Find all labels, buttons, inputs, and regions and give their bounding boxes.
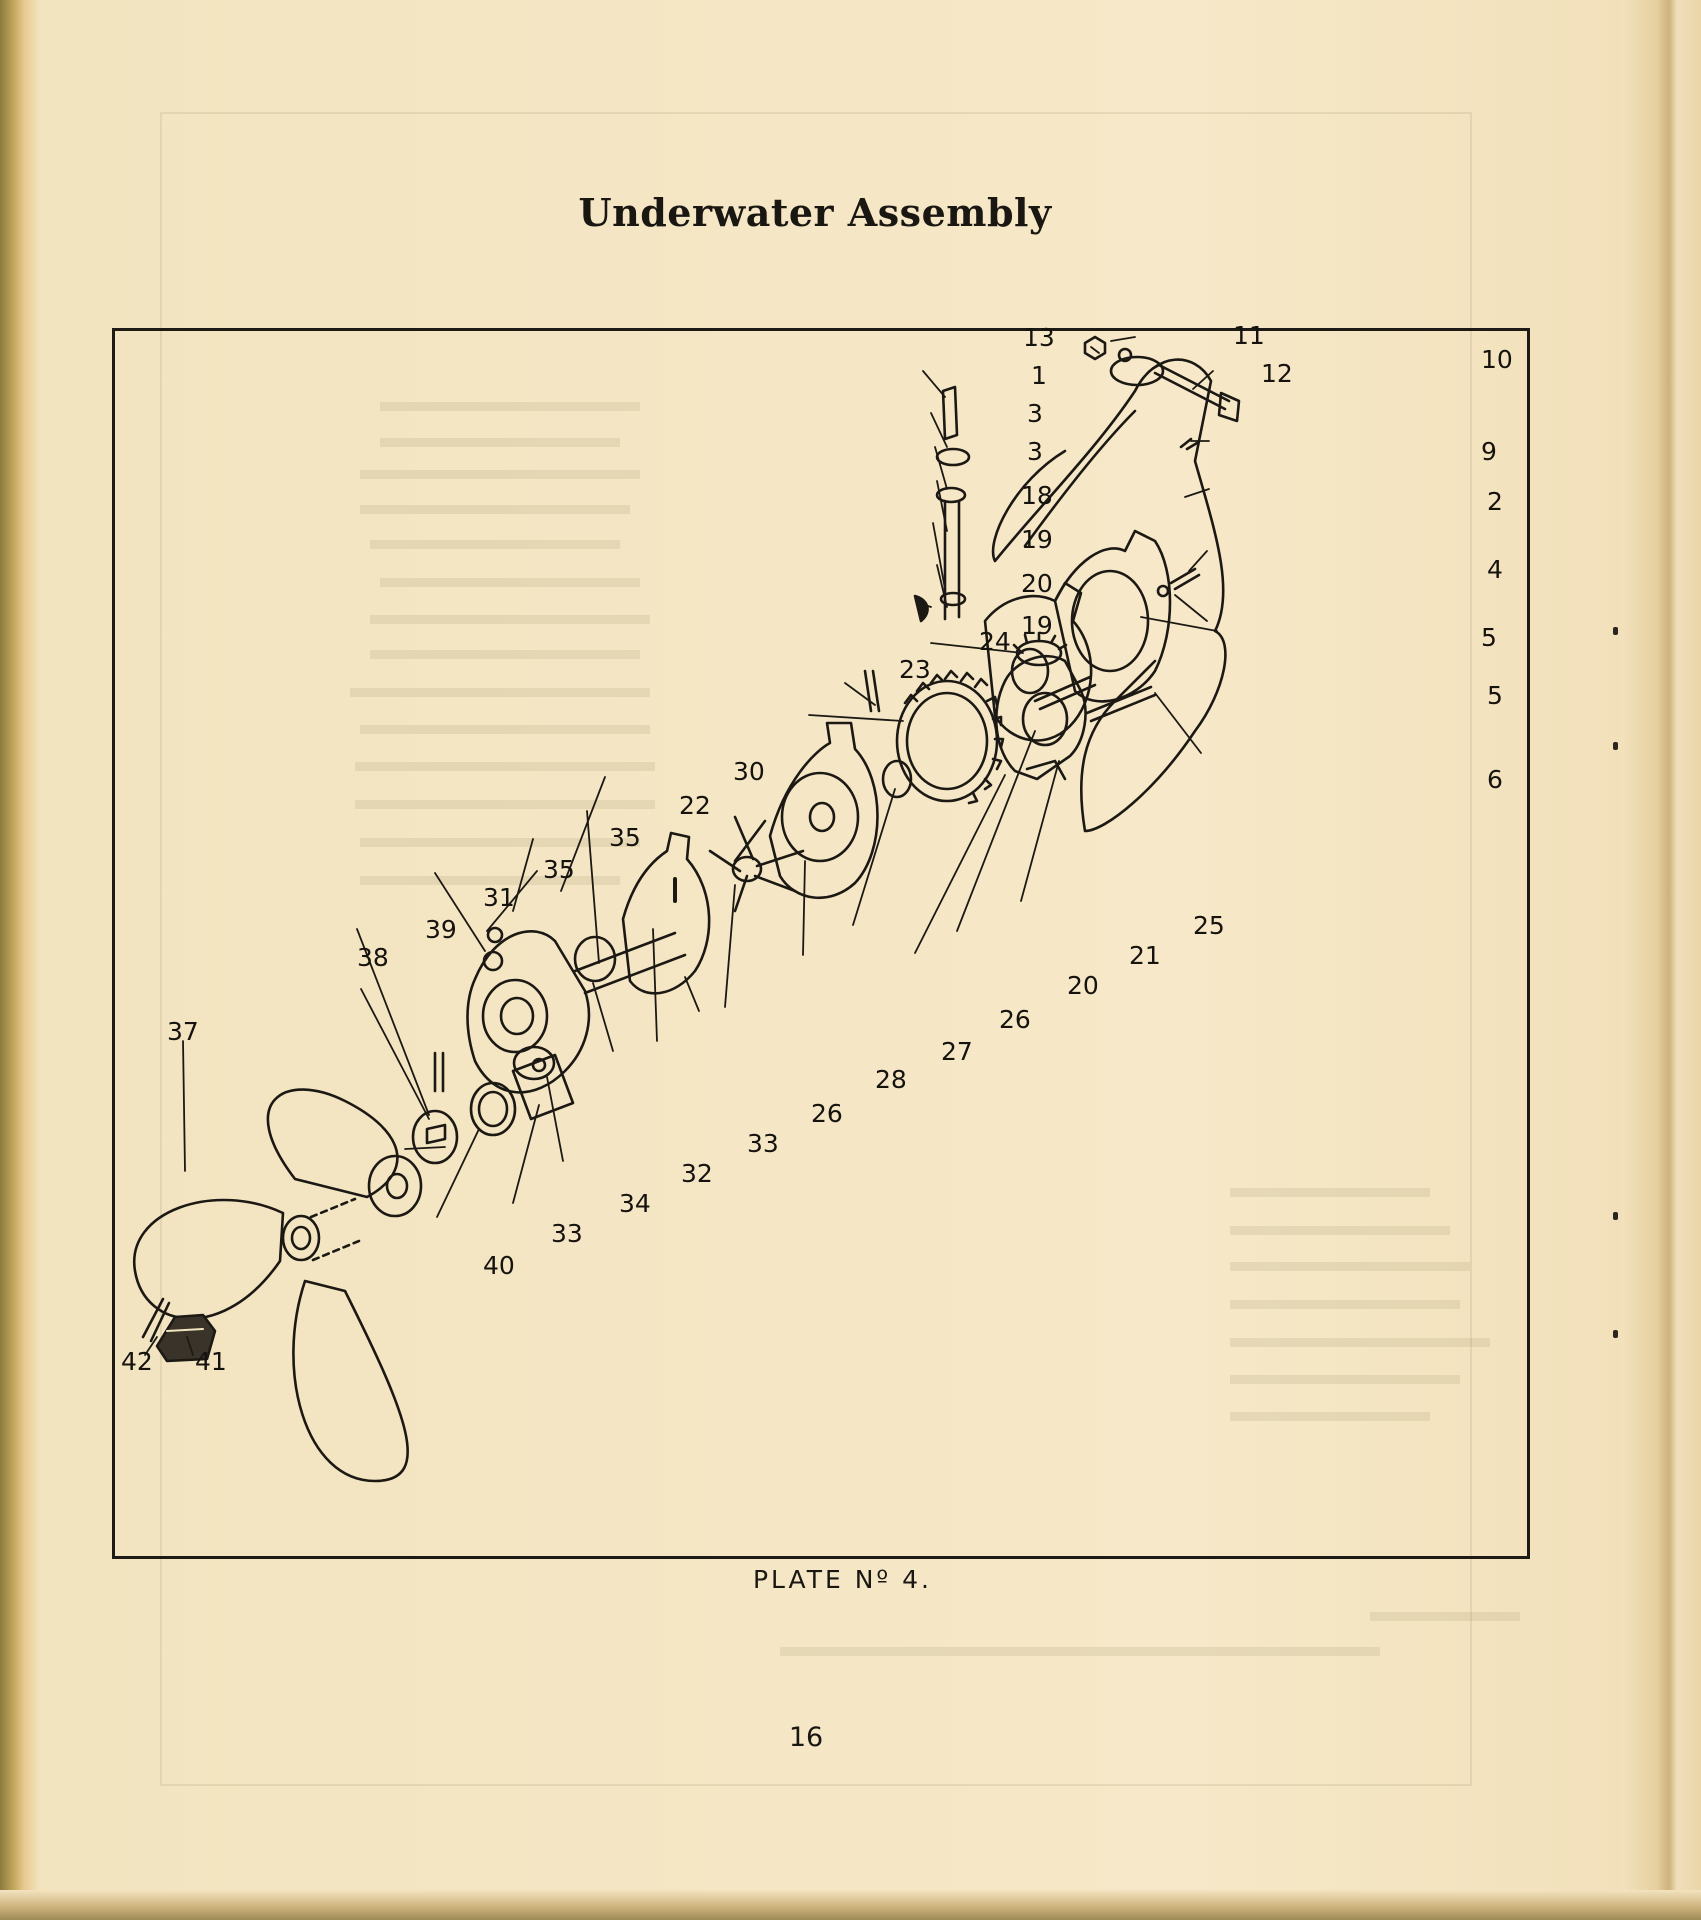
callout-35: 35 [543,855,575,884]
cover-screw-small [488,928,502,942]
callout-25: 25 [1193,911,1225,940]
plate-caption: PLATE Nº 4. [752,1565,933,1594]
binding-hole [1613,1212,1618,1220]
callout-40: 40 [483,1251,515,1280]
propeller-blade-upper [268,1090,397,1197]
bleed-line [780,1647,1380,1656]
callout-34: 34 [619,1189,651,1218]
callout-39: 39 [425,915,457,944]
drain-screw [1171,569,1199,589]
woodruff-key [915,596,928,621]
drive-pin [435,1053,443,1091]
callout-24: 24 [979,627,1011,656]
plate-figure [112,321,1530,1559]
mount-bolt [1155,365,1229,409]
callout-15: 13 [1023,323,1055,352]
callout-3: 3 [1027,437,1043,466]
pump-shaft [575,933,685,993]
page-number: 16 [788,1722,824,1753]
bleed-line [1370,1612,1520,1621]
callout-19: 20 [1021,569,1053,598]
callout-21: 21 [1129,941,1161,970]
callout-27: 27 [941,1037,973,1066]
callout-41: 41 [195,1347,227,1376]
callout-5: 5 [1487,681,1503,710]
swivel-tube [1111,357,1163,385]
propeller-blade-lower [293,1281,407,1481]
page-fold-edge [1621,0,1701,1920]
propeller-hub-bore [292,1227,310,1249]
page-title: Underwater Assembly [578,190,1052,235]
callout-33-shaft: 33 [747,1129,779,1158]
callout-2: 2 [1487,487,1503,516]
impeller [710,817,803,911]
housing-bolt [1087,687,1155,721]
callout-11: 9 [1481,437,1497,466]
callout-20: 20 [1067,971,1099,1000]
screw-washer [1158,586,1168,596]
callout-36: 35 [609,823,641,852]
callout-28: 26 [999,1005,1031,1034]
binding-hole [1613,742,1618,750]
bevel-gear [897,681,997,801]
callout-18: 19 [1021,611,1053,640]
drive-shaft-top [943,387,957,439]
callout-22: 22 [679,791,711,820]
callout-23: 23 [899,655,931,684]
callout-16: 18 [1021,481,1053,510]
callout-14: 12 [1261,359,1293,388]
callout-31: 31 [483,883,515,912]
nut [1085,337,1105,359]
callout-32: 32 [681,1159,713,1188]
propeller-blade-left [134,1200,283,1319]
drive-key [865,671,879,711]
callout-29: 28 [875,1065,907,1094]
propeller-hub [283,1216,319,1260]
callout-1: 1 [1031,361,1047,390]
callout-6: 6 [1487,765,1503,794]
binding-hole [1613,627,1618,635]
shaft-collar-top [937,449,969,465]
callout-9: 4 [1487,555,1503,584]
prop-drive-hub [413,1111,457,1163]
callout-37: 37 [167,1017,199,1046]
drive-sleeve [369,1156,421,1216]
callout-13: 11 [1233,321,1265,350]
pump-housing [623,833,709,993]
callout-12: 10 [1481,345,1513,374]
pump-body [770,723,878,898]
cover-screw [484,952,502,970]
vertical-drive-shaft [945,501,959,619]
callout-38: 38 [357,943,389,972]
callout-17: 19 [1021,525,1053,554]
callout-10: 5 [1481,623,1497,652]
callout-4: 3 [1027,399,1043,428]
callout-30: 30 [733,757,765,786]
exploded-diagram [115,331,1527,1556]
binding-hole [1613,1330,1618,1338]
callout-26: 26 [811,1099,843,1128]
callout-33-bushing: 33 [551,1219,583,1248]
page-bottom-edge [0,1890,1701,1920]
callout-42: 42 [121,1347,153,1376]
